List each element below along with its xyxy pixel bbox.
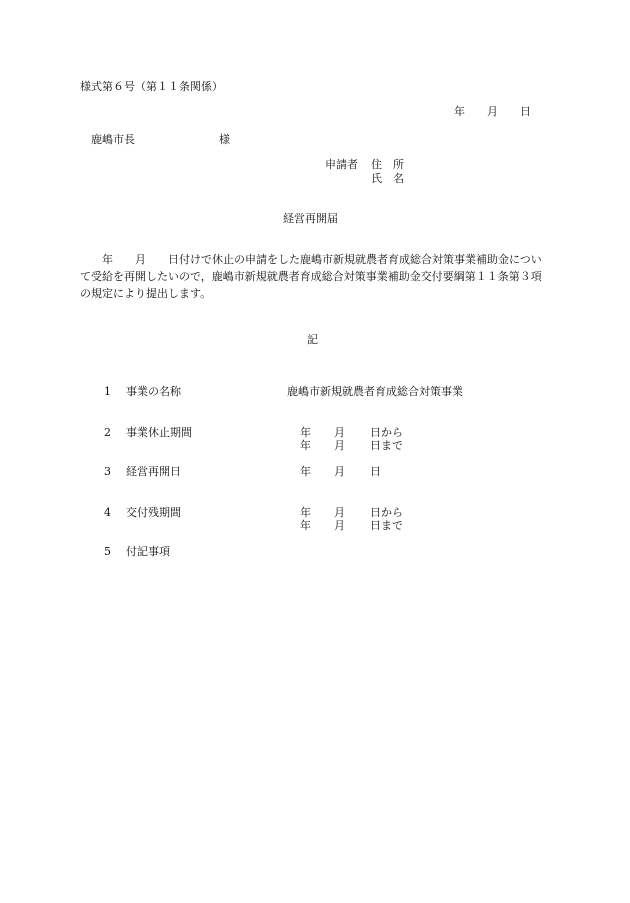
ki-marker: 記: [307, 333, 318, 346]
document-title: 経営再開届: [283, 212, 338, 225]
item-row-remarks: [0, 545, 630, 571]
period-start-line: [300, 426, 403, 439]
day-unit: 日から: [370, 506, 403, 519]
item-number: 5: [104, 545, 111, 558]
day-unit: 日まで: [370, 519, 403, 532]
month-unit: 月: [334, 519, 345, 532]
month-unit: 月: [334, 439, 345, 452]
year-unit: 年: [300, 426, 311, 439]
item-label: 事業の名称: [126, 385, 181, 398]
item-number: 2: [104, 426, 111, 439]
month-unit: 月: [334, 426, 345, 439]
body-paragraph: 年 月 日付けで休止の申請をした鹿嶋市新規就農者育成総合対策事業補助金について受給を再開したいので，鹿嶋市新規就農者育成総合対策事業補助金交付要綱第１１条第３項の規定により提出します。: [80, 253, 542, 300]
item-row-remaining-period: [0, 506, 630, 532]
item-number: 1: [104, 385, 111, 398]
item-label: 交付残期間: [126, 506, 181, 519]
item-row-suspension-period: [0, 426, 630, 452]
day-unit: 日から: [370, 426, 403, 439]
period-end-line: [300, 439, 403, 452]
item-row-resumption-date: [0, 465, 630, 491]
applicant-address-label: 住 所: [371, 158, 404, 171]
date-line: 年 月 日: [454, 105, 531, 118]
year-unit: 年: [300, 465, 311, 478]
applicant-label: 申請者: [325, 158, 358, 171]
item-label: 経営再開日: [126, 465, 181, 478]
item-row-business-name: [0, 385, 630, 411]
addressee-name: 鹿嶋市長: [91, 133, 135, 146]
day-unit: 日まで: [370, 439, 403, 452]
month-unit: 月: [334, 506, 345, 519]
addressee-honorific: 様: [219, 133, 230, 146]
day-unit: 日: [370, 465, 381, 478]
item-number: 4: [104, 506, 111, 519]
resumption-date-line: [300, 465, 381, 478]
applicant-name-label: 氏 名: [371, 172, 404, 185]
item-number: 3: [104, 465, 111, 478]
period-start-line: [300, 506, 403, 519]
year-unit: 年: [300, 439, 311, 452]
item-value: 鹿嶋市新規就農者育成総合対策事業: [287, 385, 463, 398]
item-label: 付記事項: [126, 545, 170, 558]
year-unit: 年: [300, 519, 311, 532]
item-label: 事業休止期間: [126, 426, 192, 439]
form-number-header: 様式第６号（第１１条関係）: [80, 80, 223, 93]
period-end-line: [300, 519, 403, 532]
month-unit: 月: [334, 465, 345, 478]
year-unit: 年: [300, 506, 311, 519]
